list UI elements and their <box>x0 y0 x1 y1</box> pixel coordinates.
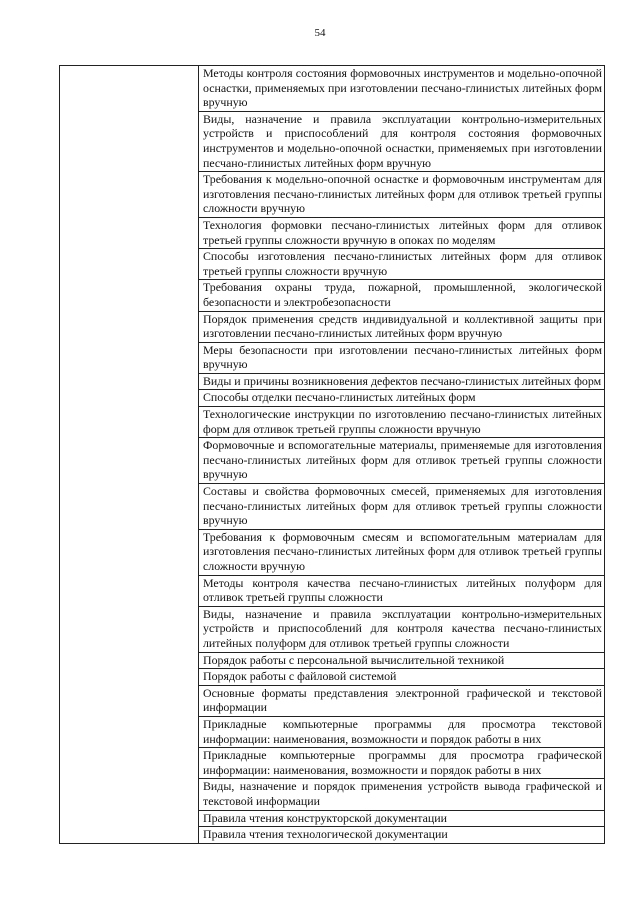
table-cell: Правила чтения технологической документации <box>199 827 605 844</box>
table-cell: Порядок работы с персональной вычислительной техникой <box>199 652 605 669</box>
table-cell: Требования к модельно-опочной оснастке и формовочным инструментам для изготовления песчано-глинистых литейных форм для отливок третьей группы сложности вручную <box>199 172 605 218</box>
table-cell: Формовочные и вспомогательные материалы, применяемые для изготовления песчано-глинистых литейных форм для отливок третьей группы сложности вручную <box>199 438 605 484</box>
table-cell: Порядок работы с файловой системой <box>199 669 605 686</box>
page-number: 54 <box>314 27 326 39</box>
table-cell: Прикладные компьютерные программы для просмотра текстовой информации: наименования, возможности и порядок работы в них <box>199 716 605 747</box>
knowledge-table <box>59 65 605 844</box>
table-cell: Основные форматы представления электронной графической и текстовой информации <box>199 685 605 716</box>
table-cell: Прикладные компьютерные программы для просмотра графической информации: наименования, возможности и порядок работы в них <box>199 748 605 779</box>
table-cell: Меры безопасности при изготовлении песчано-глинистых литейных форм вручную <box>199 342 605 373</box>
table-cell: Технологические инструкции по изготовлению песчано-глинистых литейных форм для отливок третьей группы сложности вручную <box>199 407 605 438</box>
table-cell: Составы и свойства формовочных смесей, применяемых для изготовления песчано-глинистых литейных форм для отливок третьей группы сложности вручную <box>199 484 605 530</box>
table-cell: Виды, назначение и правила эксплуатации контрольно-измерительных устройств и приспособлений для контроля качества песчано-глинистых литейных полуформ для отливок третьей группы сложности <box>199 606 605 652</box>
table-cell: Порядок применения средств индивидуальной и коллективной защиты при изготовлении песчано-глинистых литейных форм вручную <box>199 311 605 342</box>
table-cell: Требования к формовочным смесям и вспомогательным материалам для изготовления песчано-глинистых литейных форм для отливок третьей группы сложности вручную <box>199 529 605 575</box>
table-cell: Способы отделки песчано-глинистых литейных форм <box>199 390 605 407</box>
table-cell: Методы контроля качества песчано-глинистых литейных полуформ для отливок третьей группы сложности <box>199 575 605 606</box>
table-cell: Методы контроля состояния формовочных инструментов и модельно-опочной оснастки, применяемых при изготовлении песчано-глинистых литейных форм вручную <box>199 66 605 112</box>
table-cell: Правила чтения конструкторской документации <box>199 810 605 827</box>
table-cell: Требования охраны труда, пожарной, промышленной, экологической безопасности и электробезопасности <box>199 280 605 311</box>
table-row <box>60 66 605 112</box>
table-cell: Виды, назначение и правила эксплуатации контрольно-измерительных устройств и приспособлений для контроля состояния формовочных инструментов и модельно-опочной оснастки, применяемых при изготовлении песчано-глинистых литейных форм вручную <box>199 111 605 171</box>
section-label-cell <box>60 66 199 844</box>
table-cell: Способы изготовления песчано-глинистых литейных форм для отливок третьей группы сложности вручную <box>199 249 605 280</box>
table-cell: Виды, назначение и порядок применения устройств вывода графической и текстовой информации <box>199 779 605 810</box>
table-cell: Технология формовки песчано-глинистых литейных форм для отливок третьей группы сложности вручную в опоках по моделям <box>199 217 605 248</box>
table-cell: Виды и причины возникновения дефектов песчано-глинистых литейных форм <box>199 373 605 390</box>
